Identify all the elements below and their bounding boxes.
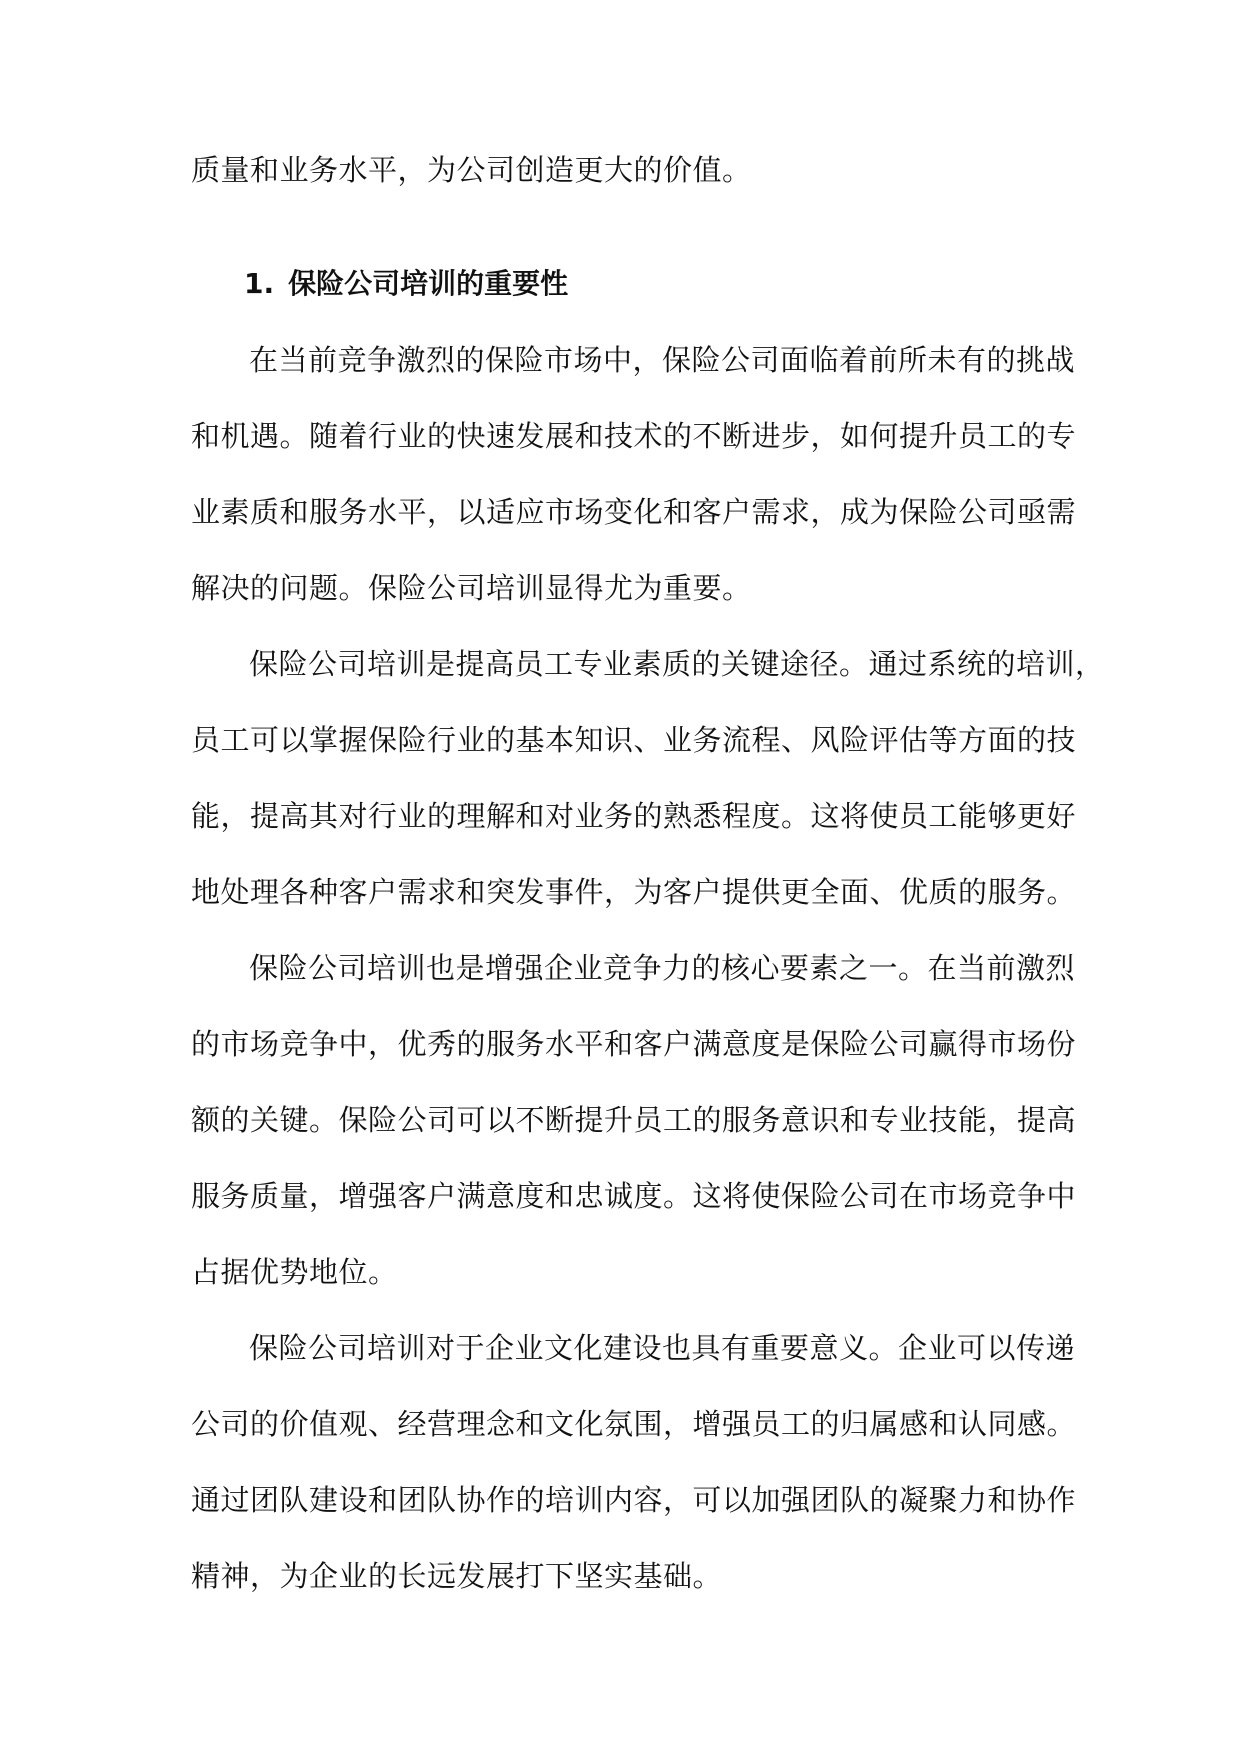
section-title: 保险公司培训的重要性 xyxy=(288,267,569,300)
paragraph-line: 占据优势地位。 xyxy=(191,1255,398,1289)
paragraph-line: 能，提高其对行业的理解和对业务的熟悉程度。这将使员工能够更好 xyxy=(191,799,1077,833)
paragraph-line: 公司的价值观、经营理念和文化氛围，增强员工的归属感和认同感。 xyxy=(191,1407,1077,1441)
paragraph-line: 额的关键。保险公司可以不断提升员工的服务意识和专业技能，提高 xyxy=(191,1103,1077,1137)
section-number: 1. xyxy=(244,267,275,300)
paragraph-line: 保险公司培训也是增强企业竞争力的核心要素之一。在当前激烈 xyxy=(249,951,1076,985)
paragraph-line: 通过团队建设和团队协作的培训内容，可以加强团队的凝聚力和协作 xyxy=(191,1483,1077,1517)
lead-line: 质量和业务水平，为公司创造更大的价值。 xyxy=(191,153,752,187)
paragraph-4 xyxy=(191,1310,1077,1614)
paragraph-line: 保险公司培训是提高员工专业素质的关键途径。通过系统的培训， xyxy=(249,647,1105,681)
paragraph-1 xyxy=(191,322,1077,626)
document-body xyxy=(191,132,1105,1614)
paragraph-line: 解决的问题。保险公司培训显得尤为重要。 xyxy=(191,571,752,605)
paragraph-line: 保险公司培训对于企业文化建设也具有重要意义。企业可以传递 xyxy=(249,1331,1076,1365)
section-heading xyxy=(191,246,1051,322)
paragraph-line: 服务质量，增强客户满意度和忠诚度。这将使保险公司在市场竞争中 xyxy=(191,1179,1077,1213)
paragraph-line: 和机遇。随着行业的快速发展和技术的不断进步，如何提升员工的专 xyxy=(191,419,1077,453)
paragraph-3 xyxy=(191,930,1077,1310)
paragraph-line: 的市场竞争中，优秀的服务水平和客户满意度是保险公司赢得市场份 xyxy=(191,1027,1077,1061)
paragraph-line: 业素质和服务水平，以适应市场变化和客户需求，成为保险公司亟需 xyxy=(191,495,1077,529)
paragraph-line: 员工可以掌握保险行业的基本知识、业务流程、风险评估等方面的技 xyxy=(191,723,1077,757)
paragraph-line: 在当前竞争激烈的保险市场中，保险公司面临着前所未有的挑战 xyxy=(249,343,1076,377)
paragraph-2 xyxy=(191,626,1105,930)
paragraph-line: 地处理各种客户需求和突发事件，为客户提供更全面、优质的服务。 xyxy=(191,875,1077,909)
paragraph-line: 精神，为企业的长远发展打下坚实基础。 xyxy=(191,1559,723,1593)
